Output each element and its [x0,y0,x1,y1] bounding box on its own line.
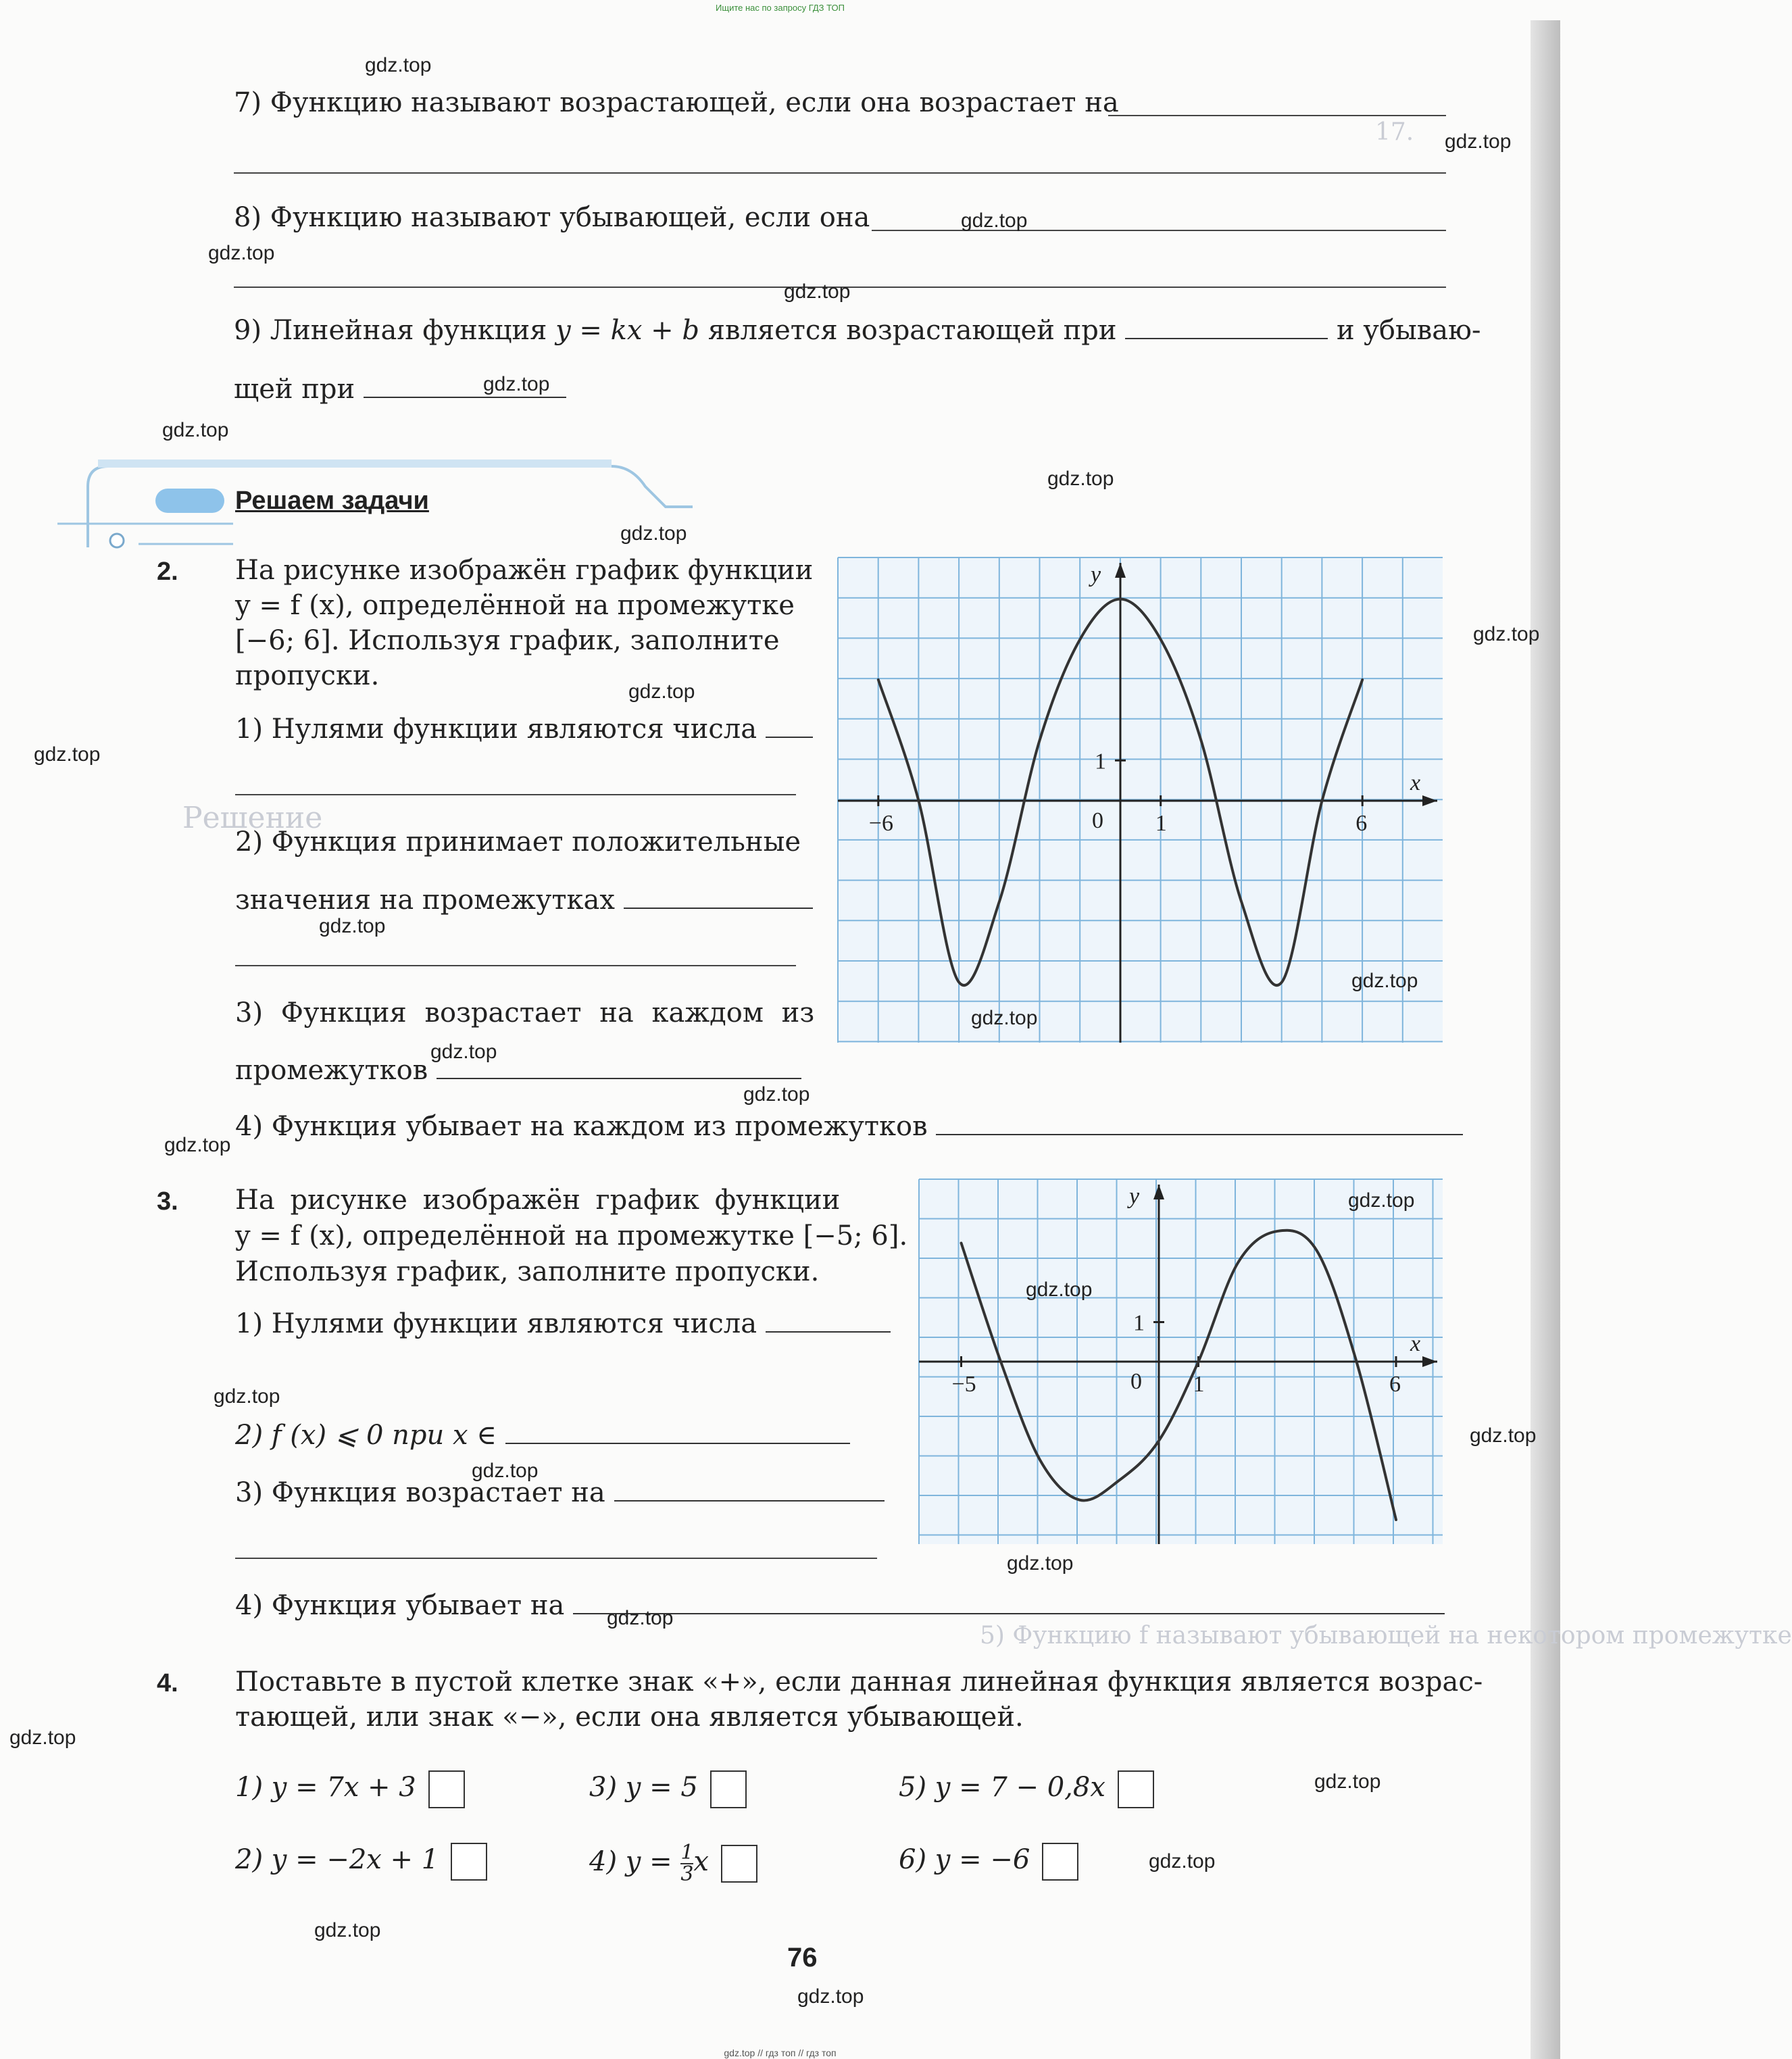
watermark: gdz.top [162,419,229,441]
watermark: gdz.top [620,522,687,545]
answer-box[interactable] [451,1843,487,1881]
task3-text-line: y = f (x), определённой на промежутке [−5; 6]. [235,1220,908,1251]
y-axis-arrow [1153,1185,1164,1199]
ghost-text: Решение [182,801,323,835]
answer-box[interactable] [1042,1843,1078,1881]
theory-item-8: 8) Функцию называют убывающей, если она [234,202,870,233]
answer-blank[interactable] [614,1477,885,1502]
watermark: gdz.top [9,1727,76,1749]
x-axis-label: x [1410,770,1421,795]
task2-text-line: [−6; 6]. Используя график, заполните [235,625,780,656]
watermark: gdz.top [743,1083,810,1106]
formula: y = kx + b [555,315,699,346]
watermark: gdz.top [365,54,432,76]
fraction: $\frac{1}{3}$ [680,1841,694,1886]
top-banner[interactable]: Ищите нас по запросу ГДЗ ТОП [716,3,845,13]
task3-q1: 1) Нулями функции являются числа [235,1308,891,1340]
task-number: 3. [157,1187,178,1216]
watermark: gdz.top [1470,1424,1537,1447]
page-number: 76 [787,1943,818,1973]
y-axis-label: y [1129,1184,1140,1209]
task2-q3-cont: промежутков [235,1054,801,1087]
watermark: gdz.top [1026,1279,1093,1301]
ghost-text: 5) Функцию f называют убывающей на некотором промежутке [980,1622,1792,1649]
answer-blank[interactable] [872,230,1446,231]
answer-blank[interactable] [766,714,813,738]
task2-q1: 1) Нулями функции являются числа [235,713,813,745]
task3-text-line: Используя график, заполните пропуски. [235,1256,820,1287]
answer-blank[interactable] [766,1308,891,1333]
answer-blank[interactable] [624,885,813,909]
watermark: gdz.top [1314,1770,1381,1793]
x-axis-arrow [1422,1356,1437,1367]
answer-box[interactable] [710,1770,747,1808]
section-badge-icon [155,489,224,513]
ghost-text: 17. [1375,118,1414,146]
y-axis-label: y [1091,562,1101,587]
x-tick-label: 1 [1155,811,1167,836]
theory-item-9: 9) Линейная функция y = kx + b является возрастающей при и убываю- [234,315,1481,346]
answer-blank[interactable] [573,1590,1445,1614]
task4-item: 6) y = −6 [899,1843,1078,1881]
x-tick-label: 6 [1355,811,1368,836]
task4-item: 3) y = 5 [589,1770,747,1808]
y-axis-arrow [1115,563,1126,578]
task4-text-line: Поставьте в пустой клетке знак «+», если данная линейная функция является возрас- [235,1666,1483,1697]
origin-label: 0 [1130,1369,1142,1394]
graph-task3-svg [919,1179,1443,1544]
task2-text-line: пропуски. [235,660,380,691]
bottom-banner[interactable]: gdz.top // гдз топ // гдз топ [724,2048,837,2058]
watermark: gdz.top [1348,1189,1415,1212]
x-tick-label: −6 [868,811,893,836]
answer-blank[interactable] [505,1420,850,1444]
task4-text-line: тающей, или знак «−», если она является убывающей. [235,1702,1024,1733]
watermark: gdz.top [971,1007,1038,1029]
watermark: gdz.top [164,1134,231,1156]
task-number: 2. [157,557,178,586]
watermark: gdz.top [1351,970,1418,992]
watermark: gdz.top [784,280,851,303]
graph-task3 [919,1179,1443,1544]
watermark: gdz.top [472,1460,539,1482]
task4-item: 4) y = $\frac{1}{3}$ x [589,1843,757,1897]
task4-item: 1) y = 7x + 3 [235,1770,465,1808]
watermark: gdz.top [797,1985,864,2008]
answer-box[interactable] [721,1845,757,1883]
answer-blank[interactable] [936,1111,1463,1135]
task2-text-line: y = f (x), определённой на промежутке [235,590,795,621]
watermark: gdz.top [961,209,1028,232]
x-tick-label: −5 [951,1372,976,1397]
answer-blank[interactable] [1125,315,1328,339]
task4-item: 2) y = −2x + 1 [235,1843,487,1881]
answer-blank[interactable] [234,172,1446,174]
task3-q4: 4) Функция убывает на [235,1589,1445,1622]
answer-box[interactable] [428,1770,465,1808]
task-number: 4. [157,1669,178,1697]
watermark: gdz.top [1007,1552,1074,1574]
watermark: gdz.top [607,1607,674,1629]
x-tick-label: 1 [1193,1372,1205,1397]
task3-text-line: На рисунке изображён график функции [235,1185,841,1216]
watermark: gdz.top [1473,623,1540,645]
task3-q2: 2) f (x) ⩽ 0 при x ∈ [235,1419,850,1452]
watermark: gdz.top [1149,1850,1216,1872]
watermark: gdz.top [208,242,275,264]
theory-item-7: 7) Функцию называют возрастающей, если она возрастает на [234,87,1119,118]
watermark: gdz.top [1047,468,1114,490]
x-axis-arrow [1422,795,1437,806]
x-axis-label: x [1410,1331,1421,1356]
watermark: gdz.top [430,1041,497,1063]
watermark: gdz.top [314,1919,381,1941]
watermark: gdz.top [34,743,101,766]
function-curve [962,1231,1397,1520]
watermark: gdz.top [483,373,550,395]
task2-text-line: На рисунке изображён график функции [235,555,814,586]
answer-blank[interactable] [235,1558,877,1559]
task2-q2-cont: значения на промежутках [235,884,813,916]
answer-blank[interactable] [1108,115,1446,116]
answer-blank[interactable] [235,965,796,966]
watermark: gdz.top [628,680,695,703]
y-tick-label: 1 [1133,1310,1145,1336]
section-title: Решаем задачи [235,487,429,515]
task3-q3: 3) Функция возрастает на [235,1477,885,1509]
y-tick-label: 1 [1095,749,1106,774]
x-tick-label: 6 [1389,1372,1401,1397]
task2-q2: 2) Функция принимает положительные [235,826,801,858]
task4-item: 5) y = 7 − 0,8x [899,1770,1154,1808]
theory-item-9-cont: щей при [234,373,566,405]
page-edge [1530,20,1560,2059]
answer-blank[interactable] [235,794,796,795]
task2-q3: 3) Функция возрастает на каждом из [235,997,815,1028]
watermark: gdz.top [214,1385,280,1408]
origin-label: 0 [1092,808,1103,833]
watermark: gdz.top [1445,130,1512,153]
watermark: gdz.top [319,915,386,937]
answer-box[interactable] [1118,1770,1154,1808]
task2-q4: 4) Функция убывает на каждом из промежутков [235,1110,1463,1143]
